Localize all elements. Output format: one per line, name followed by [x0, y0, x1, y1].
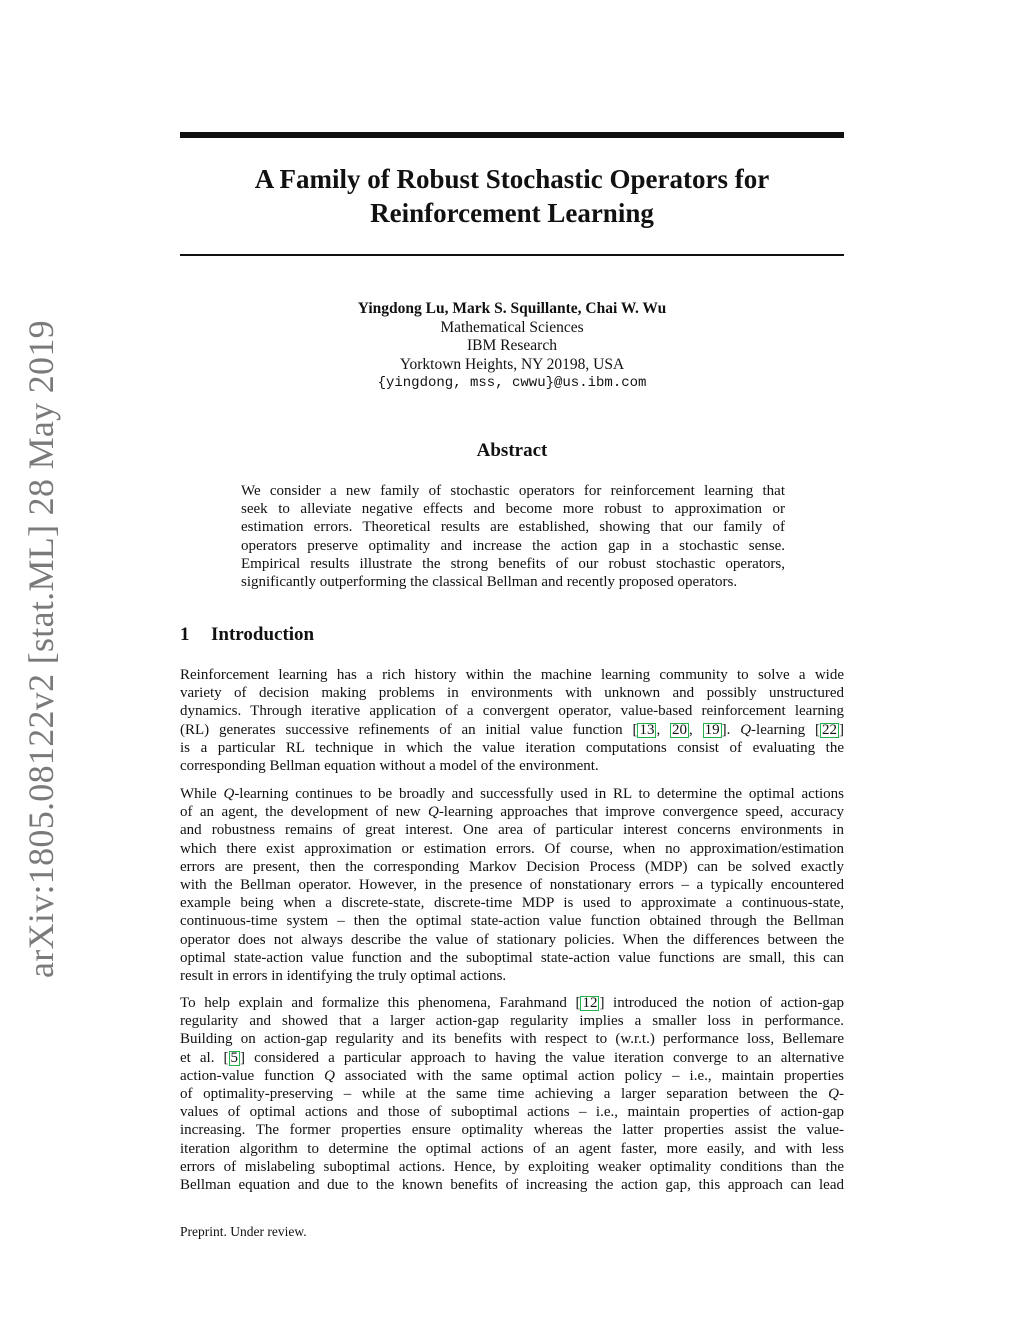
abstract-line: Empirical results illustrate the strong benefits of our robust stochastic operators, [241, 555, 785, 572]
paragraph-line: operator does not always describe the value of stationary policies. When the differences between the [180, 931, 844, 948]
paragraph-line: Reinforcement learning has a rich history within the machine learning community to solve a wide [180, 667, 844, 683]
author-organization: IBM Research [467, 337, 557, 354]
arxiv-identifier-stamp [8, 320, 74, 978]
text-span: , [656, 721, 671, 738]
paragraph-line: optimal state-action value function and the suboptimal state-action value functions are small, this can [180, 949, 844, 966]
section-title: Introduction [211, 624, 315, 645]
paragraph-line [180, 1049, 844, 1067]
citation-link-20[interactable]: 20 [672, 721, 688, 738]
text-span: ] considered a particular approach to having the value iteration converge to an alternative [240, 1049, 844, 1066]
text-span: To help explain and formalize this phenomena, Farahmand [ [180, 995, 581, 1011]
paragraph-line: regularity and showed that a larger action-gap regularity implies a smaller loss in performance. [180, 1013, 844, 1030]
text-span: ] introduced the notion of action-gap [599, 995, 844, 1011]
text-span: - [839, 1085, 844, 1102]
math-q: Q [223, 786, 235, 802]
paragraph-line: values of optimal actions and those of suboptimal actions – i.e., maintain properties of action-gap [180, 1104, 844, 1121]
author-names: Yingdong Lu, Mark S. Squillante, Chai W. Wu [357, 300, 667, 317]
citation-link-5[interactable]: 5 [230, 1049, 239, 1066]
paragraph-line: result in errors in identifying the truly optimal actions. [180, 967, 507, 984]
text-span: (RL) generates successive refinements of an initial value function [ [180, 721, 638, 738]
text-span: -learning continues to be broadly and successfully used in RL to determine the optimal actions [234, 786, 844, 802]
paragraph-line: which there exist approximation or estimation errors. Of course, when no approximation/estimation [180, 840, 844, 857]
math-q: Q [740, 721, 752, 738]
section-number: 1 [180, 624, 190, 645]
arxiv-identifier-text: arXiv:1805.08122v2 [stat.ML] 28 May 2019 [21, 320, 61, 978]
text-span: ] [839, 721, 844, 738]
text-span: of optimality-preserving – while at the same time achieving a larger separation between the [180, 1085, 829, 1102]
paragraph-line: increasing. The former properties ensure optimality whereas the latter properties assist the value- [180, 1122, 844, 1139]
paragraph-line: example being when a discrete-state, discrete-time MDP is used to approximate a continuous-state, [180, 895, 844, 912]
abstract-body [241, 482, 785, 591]
paragraph-line: errors of mislabeling suboptimal actions. Hence, by exploiting weaker optimality conditions than the [180, 1158, 844, 1175]
paragraph-line [180, 721, 844, 739]
text-span: While [180, 786, 224, 802]
text-span: associated with the same optimal action policy – i.e., maintain properties [334, 1067, 844, 1084]
title-bottom-rule [180, 254, 844, 256]
author-address: Yorktown Heights, NY 20198, USA [399, 355, 625, 373]
text-span: action-value function [180, 1067, 325, 1084]
citation-link-22[interactable]: 22 [822, 721, 837, 738]
citation-link-19[interactable]: 19 [704, 721, 720, 738]
author-block [180, 300, 844, 393]
abstract-line: operators preserve optimality and increase the action gap in a stochastic sense. [241, 537, 785, 554]
abstract-heading: Abstract [476, 440, 548, 461]
intro-paragraph-2 [180, 785, 844, 985]
paragraph-line: corresponding Bellman equation without a model of the environment. [180, 757, 599, 774]
math-q: Q [828, 1085, 839, 1102]
paragraph-line [180, 1085, 844, 1103]
abstract-line: estimation errors. Theoretical results are established, showing that our family of [241, 519, 785, 536]
text-span: -learning approaches that improve convergence speed, accuracy [438, 804, 844, 821]
text-span: -learning [ [751, 721, 820, 738]
text-span: et al. [ [180, 1049, 229, 1066]
paragraph-line: continuous-time system – then the optimal state-action value function obtained through the Bellman [180, 913, 844, 930]
author-department: Mathematical Sciences [440, 318, 584, 336]
abstract-line: significantly outperforming the classical Bellman and recently proposed operators. [241, 573, 738, 590]
paragraph-line: variety of decision making problems in environments with unknown and possibly unstructured [180, 685, 844, 702]
paragraph-line [180, 803, 844, 821]
text-span: ]. [721, 721, 741, 738]
paragraph-line: errors are present, then the corresponding Markov Decision Process (MDP) can be solved exactly [180, 858, 844, 875]
abstract-line: We consider a new family of stochastic operators for reinforcement learning that [241, 483, 785, 499]
section-heading-introduction [180, 624, 314, 646]
paragraph-line [180, 1067, 844, 1085]
paragraph-line: with the Bellman operator. However, in the presence of nonstationary errors – a typically encountered [180, 876, 844, 893]
paragraph-line: and robustness remains of great interest. One area of particular interest concerns environments in [180, 822, 844, 839]
paragraph-line: iteration algorithm to determine the optimal actions of an agent faster, more easily, and with less [180, 1140, 844, 1157]
title-top-rule [180, 132, 844, 138]
math-q: Q [427, 804, 439, 821]
title-line-1: A Family of Robust Stochastic Operators for [254, 164, 770, 194]
text-span: , [689, 721, 703, 738]
citation-link-13[interactable]: 13 [639, 721, 655, 738]
paragraph-line [180, 785, 844, 803]
paper-title [180, 162, 844, 230]
paragraph-line: dynamics. Through iterative application of a convergent operator, value-based reinforcement learning [180, 703, 844, 720]
math-q: Q [324, 1067, 335, 1084]
abstract-line: seek to alleviate negative effects and become more robust to approximation or [241, 501, 785, 518]
intro-paragraph-3 [180, 994, 844, 1194]
citation-link-12[interactable]: 12 [582, 995, 598, 1011]
footer-note: Preprint. Under review. [180, 1224, 307, 1239]
paragraph-line: Building on action-gap regularity and its benefits with respect to (w.r.t.) performance loss, Bellemare [180, 1031, 844, 1048]
paragraph-line: Bellman equation and due to the known benefits of increasing the action gap, this approach can lead [180, 1176, 844, 1193]
intro-paragraph-1 [180, 666, 844, 775]
author-email: {yingdong, mss, cwwu}@us.ibm.com [377, 375, 647, 391]
paragraph-line: is a particular RL technique in which the value iteration computations consist of evaluating the [180, 739, 844, 756]
text-span: of an agent, the development of new [180, 804, 428, 821]
title-line-2: Reinforcement Learning [370, 198, 654, 228]
paragraph-line [180, 994, 844, 1012]
